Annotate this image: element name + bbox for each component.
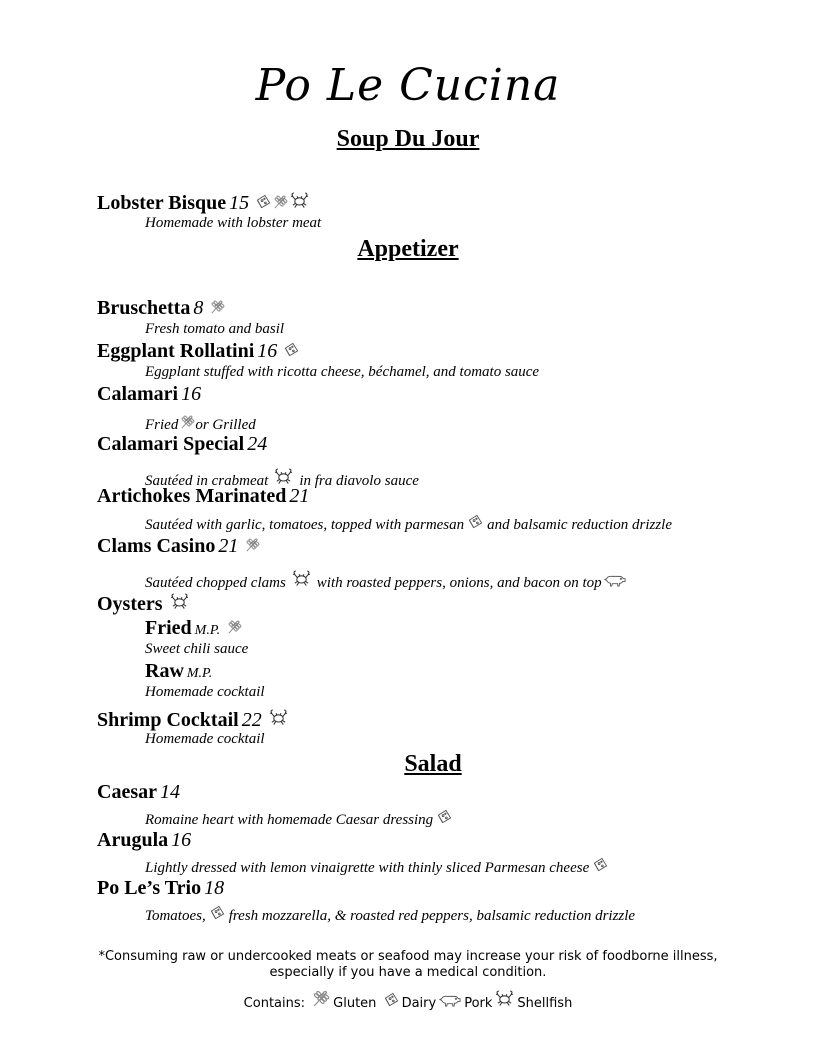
item-price: 22 [241, 709, 262, 731]
restaurant-title: Po Le Cucina [255, 60, 561, 111]
dairy-icon [468, 514, 483, 529]
pork-icon [604, 574, 626, 587]
item-price: 16 [181, 383, 202, 405]
section-heading-appetizer: Appetizer [357, 236, 459, 262]
menu-item-caesar [97, 781, 180, 804]
desc-part: Romaine heart with homemade Caesar dressing [145, 812, 434, 828]
desc-part: Lightly dressed with lemon vinaigrette with thinly sliced Parmesan cheese [145, 860, 590, 876]
desc-part: Sautéed in crabmeat [145, 473, 269, 489]
desc-part: and balsamic reduction drizzle [487, 517, 673, 533]
item-price: 16 [257, 340, 278, 362]
item-price: 18 [204, 877, 225, 899]
shellfish-icon [274, 466, 293, 485]
section-heading-salad: Salad [404, 751, 462, 777]
dairy-icon [384, 992, 399, 1007]
item-name: Caesar [97, 781, 157, 803]
menu-item-clams-casino [97, 535, 260, 558]
menu-item-oysters [97, 591, 189, 616]
menu-item-calamari [97, 383, 201, 406]
dairy-icon [593, 857, 608, 872]
option-name: Raw [145, 660, 184, 682]
menu-item-lobster-bisque [97, 190, 309, 215]
item-description [145, 568, 626, 592]
item-name: Calamari [97, 383, 179, 405]
item-name: Arugula [97, 829, 169, 851]
desc-part: fresh mozzarella, & roasted red peppers, balsamic reduction drizzle [228, 908, 636, 924]
menu-item-arugula [97, 829, 191, 852]
gluten-icon [273, 194, 288, 209]
menu-option-fried [145, 617, 242, 640]
option-name: Fried [145, 617, 192, 639]
legend-pork: Pork [464, 996, 493, 1011]
dairy-icon [210, 905, 225, 920]
dairy-icon [256, 194, 271, 209]
shellfish-icon [269, 707, 288, 726]
shellfish-icon [292, 568, 311, 587]
option-price: M.P. [194, 623, 221, 638]
menu-item-po-les-trio [97, 877, 224, 900]
desc-part: Tomatoes, [145, 908, 206, 924]
item-name: Calamari Special [97, 433, 245, 455]
item-name: Bruschetta [97, 297, 191, 319]
item-price: 21 [218, 535, 239, 557]
item-price: 24 [247, 433, 268, 455]
dairy-icon [437, 809, 452, 824]
item-price: 16 [171, 829, 192, 851]
desc-part: Sautéed with garlic, tomatoes, topped with parmesan [145, 517, 465, 533]
gluten-icon [210, 299, 225, 314]
item-description [145, 857, 608, 877]
item-description [145, 809, 452, 829]
desc-part: in fra diavolo sauce [299, 473, 419, 489]
menu-item-calamari-special [97, 433, 267, 456]
dairy-icon [284, 342, 299, 357]
item-name: Clams Casino [97, 535, 216, 557]
item-description: Eggplant stuffed with ricotta cheese, béchamel, and tomato sauce [145, 364, 540, 380]
contains-label: Contains: [243, 996, 306, 1011]
item-name: Oysters [97, 593, 163, 615]
gluten-icon [312, 989, 330, 1007]
item-name: Lobster Bisque [97, 192, 227, 214]
item-description [145, 514, 672, 534]
legend-gluten: Gluten [333, 996, 377, 1011]
option-description: Sweet chili sauce [145, 641, 249, 657]
item-description [145, 414, 256, 434]
gluten-icon [180, 414, 195, 429]
item-description [145, 905, 635, 925]
section-heading-soup: Soup Du Jour [336, 126, 480, 152]
desc-part: or Grilled [195, 417, 256, 433]
item-price: 15 [229, 192, 250, 214]
shellfish-icon [495, 988, 514, 1007]
menu-option-raw [145, 660, 212, 683]
item-name: Shrimp Cocktail [97, 709, 239, 731]
item-name: Eggplant Rollatini [97, 340, 255, 362]
allergen-legend [0, 988, 816, 1011]
menu-item-shrimp-cocktail [97, 707, 288, 732]
item-name: Artichokes Marinated [97, 485, 287, 507]
option-description: Homemade cocktail [145, 684, 265, 700]
desc-part: Sautéed chopped clams [145, 575, 286, 591]
raw-food-notice: *Consuming raw or undercooked meats or seafood may increase your risk of foodborne illness, especially if you have a medical condition. [98, 949, 718, 980]
item-price: 14 [159, 781, 180, 803]
menu-item-artichokes-marinated [97, 485, 309, 508]
gluten-icon [227, 619, 242, 634]
menu-item-eggplant-rollatini [97, 340, 299, 363]
desc-part: Fried [145, 417, 179, 433]
pork-icon [439, 994, 461, 1007]
item-name: Po Le’s Trio [97, 877, 202, 899]
shellfish-icon [290, 190, 309, 209]
menu-item-bruschetta [97, 297, 225, 320]
item-description: Homemade cocktail [145, 731, 265, 747]
gluten-icon [245, 537, 260, 552]
legend-dairy: Dairy [401, 996, 437, 1011]
legend-shellfish: Shellfish [517, 996, 573, 1011]
option-price: M.P. [186, 666, 213, 681]
desc-part: with roasted peppers, onions, and bacon on top [316, 575, 602, 591]
item-price: 8 [193, 297, 204, 319]
item-description: Homemade with lobster meat [145, 215, 322, 231]
item-price: 21 [289, 485, 310, 507]
item-description: Fresh tomato and basil [145, 321, 285, 337]
shellfish-icon [170, 591, 189, 610]
